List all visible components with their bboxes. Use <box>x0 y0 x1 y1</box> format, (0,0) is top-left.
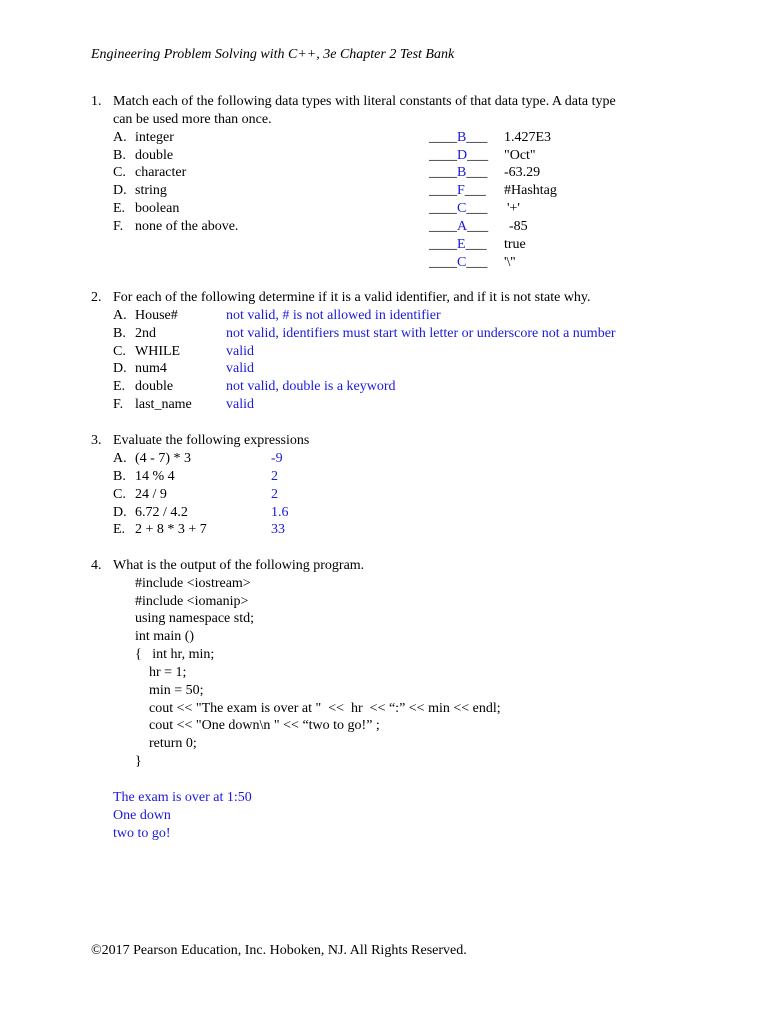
q1-match-row: ____B___ -63.29 <box>429 165 541 180</box>
code-line: int main () <box>135 629 195 644</box>
q2-number: 2. <box>91 290 102 305</box>
q3-item-d: D. 6.72 / 4.2 1.6 <box>113 505 289 520</box>
q1-option-f: F. none of the above. <box>113 219 239 234</box>
q1-match-row: ____D___ "Oct" <box>429 148 536 163</box>
q1-prompt-line-1: Match each of the following data types with literal constants of that data type. A data type <box>113 94 616 109</box>
code-line: } <box>135 754 142 769</box>
q2-item-f: F. last_name valid <box>113 397 254 412</box>
code-line: { int hr, min; <box>135 647 215 662</box>
q1-option-b: B. double <box>113 148 174 163</box>
page-header: Engineering Problem Solving with C++, 3e Chapter 2 Test Bank <box>91 47 455 62</box>
q1-match-row: ____E___ true <box>429 237 526 252</box>
code-line: #include <iomanip> <box>135 594 249 609</box>
q1-number: 1. <box>91 94 102 109</box>
q3-item-c: C. 24 / 9 2 <box>113 487 278 502</box>
page-footer: ©2017 Pearson Education, Inc. Hoboken, NJ. All Rights Reserved. <box>91 943 467 958</box>
q2-item-a: A. House# not valid, # is not allowed in identifier <box>113 308 441 323</box>
q1-match-row: ____C___ '+' <box>429 201 520 216</box>
q2-item-b: B. 2nd not valid, identifiers must start with letter or underscore not a number <box>113 326 616 341</box>
q2-item-d: D. num4 valid <box>113 361 254 376</box>
q3-item-b: B. 14 % 4 2 <box>113 469 278 484</box>
q2-item-e: E. double not valid, double is a keyword <box>113 379 396 394</box>
q2-item-c: C. WHILE valid <box>113 344 254 359</box>
output-line: two to go! <box>113 826 171 841</box>
code-line: cout << "The exam is over at " << hr << “:” << min << endl; <box>135 701 501 716</box>
q1-match-row: ____A___ -85 <box>429 219 528 234</box>
q1-match-row: ____F___ #Hashtag <box>429 183 557 198</box>
q3-item-a: A. (4 - 7) * 3 -9 <box>113 451 283 466</box>
q3-item-e: E. 2 + 8 * 3 + 7 33 <box>113 522 285 537</box>
output-line: The exam is over at 1:50 <box>113 790 252 805</box>
q3-prompt: Evaluate the following expressions <box>113 433 310 448</box>
q4-number: 4. <box>91 558 102 573</box>
q4-prompt: What is the output of the following program. <box>113 558 365 573</box>
code-line: min = 50; <box>135 683 204 698</box>
q3-number: 3. <box>91 433 102 448</box>
output-line: One down <box>113 808 171 823</box>
q2-prompt: For each of the following determine if it is a valid identifier, and if it is not state why. <box>113 290 591 305</box>
q1-match-row: ____C___ '\'' <box>429 255 516 270</box>
code-line: cout << "One down\n " << “two to go!” ; <box>135 718 380 733</box>
q1-option-e: E. boolean <box>113 201 180 216</box>
code-line: #include <iostream> <box>135 576 251 591</box>
code-line: using namespace std; <box>135 611 254 626</box>
q1-match-row: ____B___ 1.427E3 <box>429 130 552 145</box>
code-line: hr = 1; <box>135 665 187 680</box>
q1-option-a: A. integer <box>113 130 174 145</box>
q1-option-c: C. character <box>113 165 187 180</box>
code-line: return 0; <box>135 736 197 751</box>
q1-prompt-line-2: can be used more than once. <box>113 112 272 127</box>
q1-option-d: D. string <box>113 183 167 198</box>
